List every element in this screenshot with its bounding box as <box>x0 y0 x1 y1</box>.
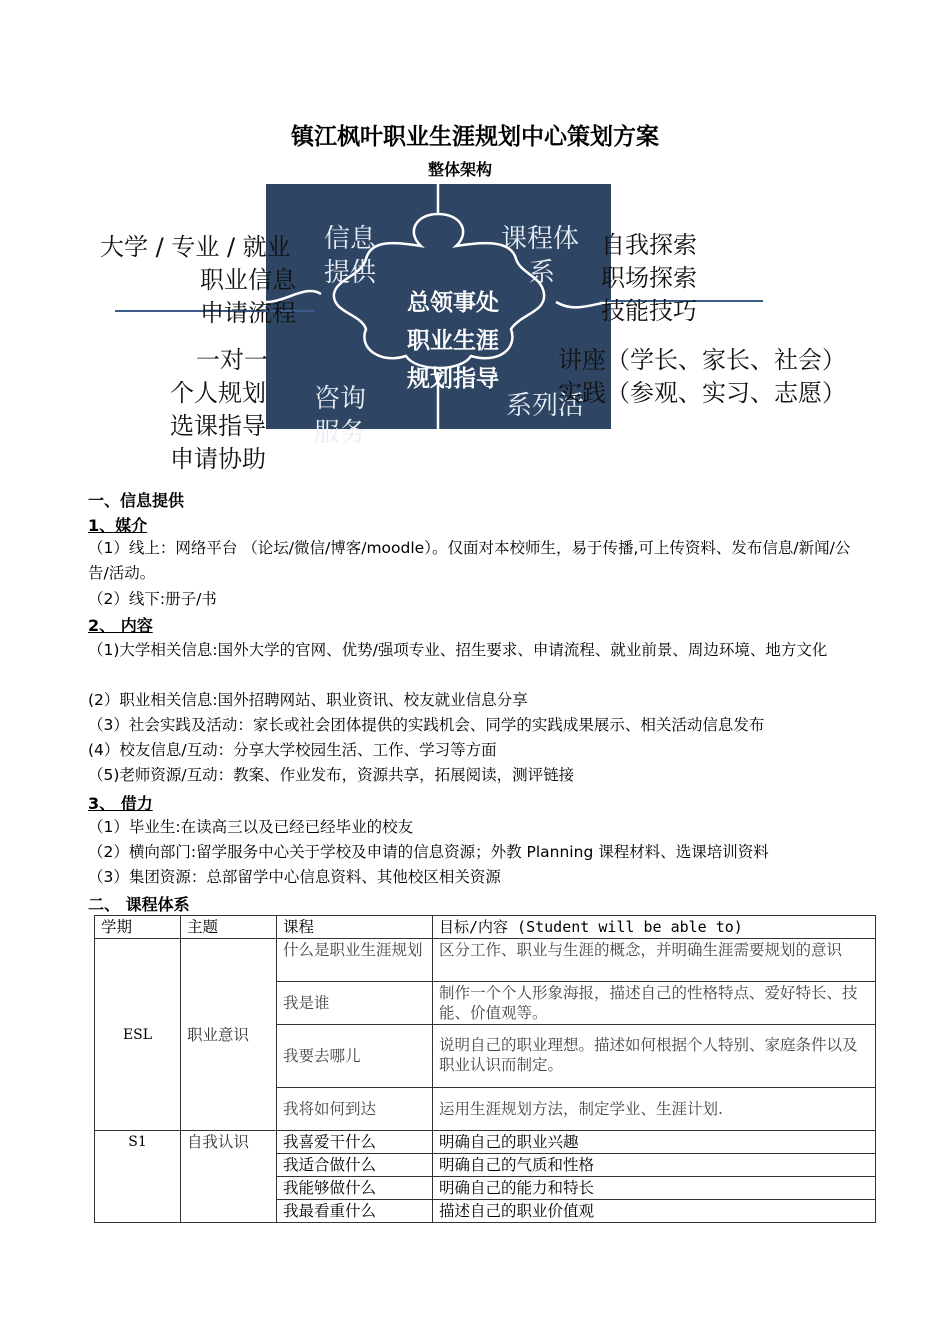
left-top-line3: 申请流程 <box>200 299 296 327</box>
course-cell: 我喜爱干什么 <box>277 1131 433 1154</box>
piece-info-line1: 信息 <box>324 224 377 254</box>
piece-course-line1: 课程体 <box>501 224 580 254</box>
media-item-1: （1）线上：网络平台 （论坛/微信/博客/moodle）。仅面对本校师生，易于传播,可上传资料、发布信息/新闻/公告/活动。 <box>88 539 851 582</box>
left-bottom-labels <box>170 344 268 476</box>
goal-cell: 区分工作、职业与生涯的概念，并明确生涯需要规划的意识 <box>433 939 876 982</box>
left-top-line1: 大学 / 专业 / 就业 <box>100 233 291 261</box>
borrow-heading: 3、 借力 <box>88 794 153 813</box>
goal-cell: 制作一个个人形象海报，描述自己的性格特点、爱好特长、技能、价值观等。 <box>433 982 876 1025</box>
content-item-4: (4）校友信息/互动：分享大学校园生活、工作、学习等方面 <box>88 741 497 759</box>
content-item-3: （3）社会实践及活动：家长或社会团体提供的实践机会、同学的实践成果展示、相关活动信息发布 <box>88 716 765 734</box>
center-line3: 规划指导 <box>407 366 499 392</box>
course-table <box>94 915 876 1223</box>
center-line2: 职业生涯 <box>407 328 499 354</box>
center-line1: 总领事处 <box>407 290 499 316</box>
right-bottom-line1: 讲座（学长、家长、社会） <box>558 346 846 374</box>
borrow-item-2: （2）横向部门:留学服务中心关于学校及申请的信息资源；外教 Planning 课程材料、选课培训资料 <box>88 843 769 861</box>
course-cell: 我能够做什么 <box>277 1177 433 1200</box>
right-top-line1: 自我探索 <box>601 231 697 259</box>
header-theme: 主题 <box>181 916 277 939</box>
piece-activity: 系列活 <box>506 391 585 421</box>
piece-consult-line2: 服务 <box>314 418 367 448</box>
left-bottom-line4: 申请协助 <box>170 445 266 473</box>
right-bottom-line2: 实践（参观、实习、志愿） <box>558 379 846 407</box>
piece-consult-line1: 咨询 <box>314 384 367 414</box>
content-item-1: （1)大学相关信息:国外大学的官网、优势/强项专业、招生要求、申请流程、就业前景、周边环境、地方文化 <box>88 641 828 659</box>
left-top-line2: 职业信息 <box>200 266 296 294</box>
header-goal: 目标/内容 (Student will be able to) <box>433 916 876 939</box>
table-row <box>95 1131 876 1154</box>
goal-cell: 明确自己的能力和特长 <box>433 1177 876 1200</box>
right-top-line2: 职场探索 <box>601 264 697 292</box>
s1-theme: 自我认识 <box>181 1131 277 1223</box>
course-cell: 我要去哪儿 <box>277 1025 433 1088</box>
course-cell: 我将如何到达 <box>277 1088 433 1131</box>
goal-cell: 描述自己的职业价值观 <box>433 1200 876 1223</box>
section2-heading: 二、 课程体系 <box>88 895 190 914</box>
left-bottom-line2: 个人规划 <box>170 379 266 407</box>
page-subtitle: 整体架构 <box>427 160 492 179</box>
course-cell: 我适合做什么 <box>277 1154 433 1177</box>
goal-cell: 明确自己的职业兴趣 <box>433 1131 876 1154</box>
borrow-item-1: （1）毕业生:在读高三以及已经已经毕业的校友 <box>88 818 414 836</box>
piece-course-line2: 系 <box>529 258 556 288</box>
left-bottom-line1: 一对一 <box>196 346 268 374</box>
page-title: 镇江枫叶职业生涯规划中心策划方案 <box>291 124 659 150</box>
media-item-2: （2）线下:册子/书 <box>88 590 217 608</box>
esl-term: ESL <box>95 939 181 1131</box>
header-term: 学期 <box>95 916 181 939</box>
course-cell: 什么是职业生涯规划 <box>277 939 433 982</box>
left-bottom-line3: 选课指导 <box>170 412 266 440</box>
content-item-5: （5)老师资源/互动：教案、作业发布，资源共享，拓展阅读，测评链接 <box>88 766 575 784</box>
media-heading: 1、媒介 <box>88 516 148 535</box>
esl-theme: 职业意识 <box>181 939 277 1131</box>
goal-cell: 明确自己的气质和性格 <box>433 1154 876 1177</box>
table-row <box>95 939 876 982</box>
goal-cell: 说明自己的职业理想。描述如何根据个人特别、家庭条件以及职业认识而制定。 <box>433 1025 876 1088</box>
borrow-item-3: （3）集团资源：总部留学中心信息资料、其他校区相关资源 <box>88 868 501 886</box>
piece-info-line2: 提供 <box>324 258 377 288</box>
s1-term: S1 <box>95 1131 181 1223</box>
right-top-line3: 技能技巧 <box>601 297 697 325</box>
section1-heading: 一、信息提供 <box>88 491 185 510</box>
content-item-2: (2）职业相关信息:国外招聘网站、职业资讯、校友就业信息分享 <box>88 691 528 709</box>
course-cell: 我最看重什么 <box>277 1200 433 1223</box>
table-header-row <box>95 916 876 939</box>
content-heading: 2、 内容 <box>88 616 153 635</box>
course-cell: 我是谁 <box>277 982 433 1025</box>
header-course: 课程 <box>277 916 433 939</box>
right-top-labels <box>601 229 697 328</box>
right-bottom-labels <box>558 344 846 410</box>
goal-cell: 运用生涯规划方法，制定学业、生涯计划. <box>433 1088 876 1131</box>
left-top-labels <box>100 231 296 330</box>
